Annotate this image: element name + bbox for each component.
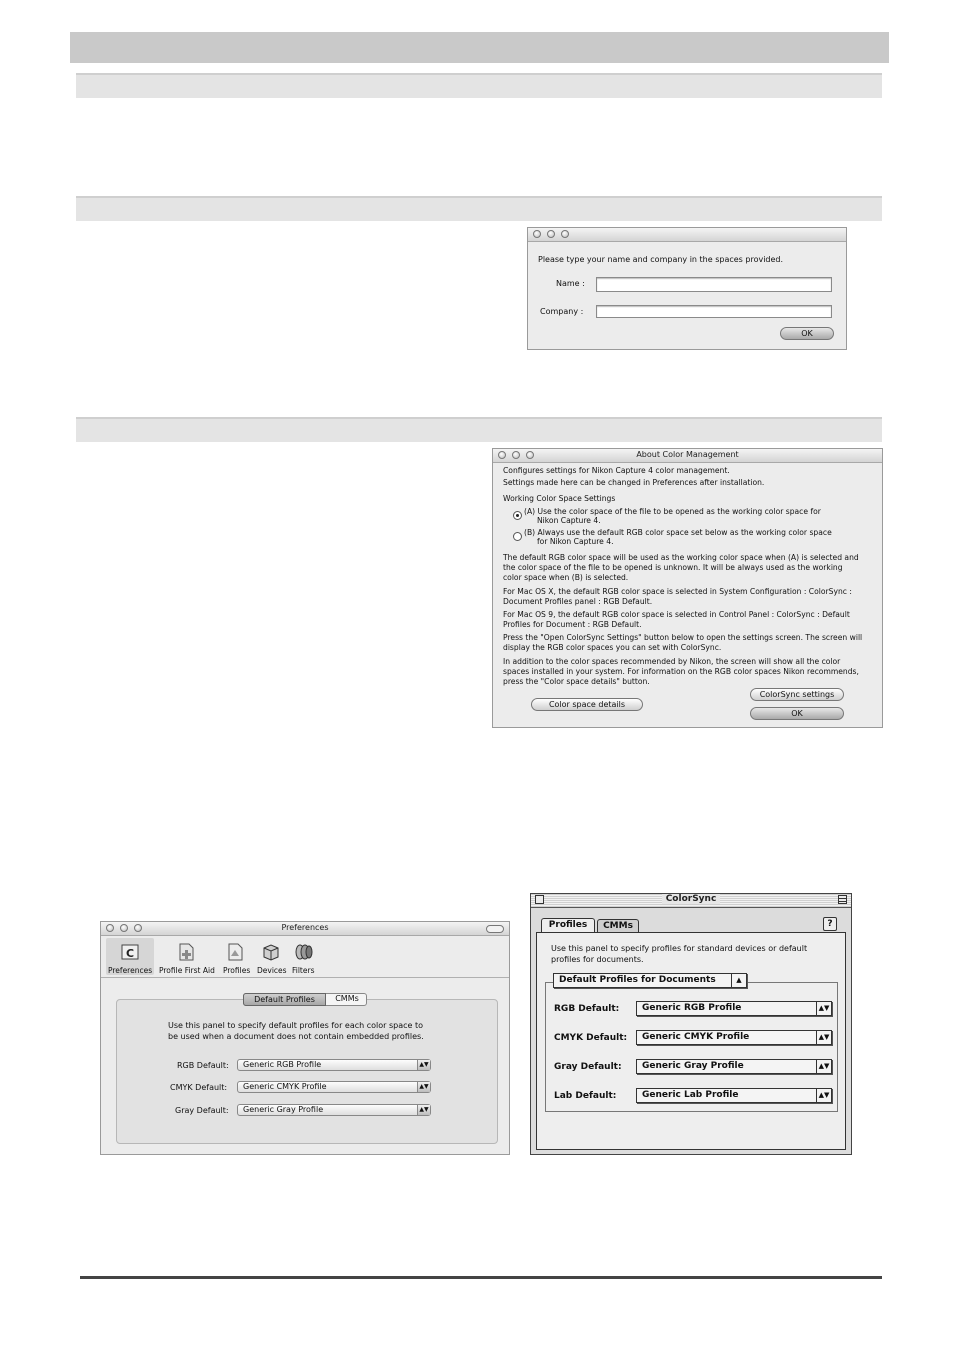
page-header-bar: [70, 32, 889, 63]
chevron-updown-icon: ▲▼: [816, 1002, 831, 1015]
toolbar-label-profiles: Profiles: [223, 966, 251, 975]
para-2-line-1: For Mac OS X, the default RGB color space is selected in System Configuration : ColorSync :: [503, 587, 852, 596]
toolbar-label-devices: Devices: [257, 966, 287, 975]
rgb-default-popup[interactable]: [636, 1001, 832, 1016]
section-bar-2: [76, 196, 882, 221]
cmyk-default-value: Generic CMYK Profile: [243, 1082, 327, 1091]
para-2-line-2: Document Profiles panel : RGB Default.: [503, 597, 653, 606]
cmyk-default-popup[interactable]: [237, 1081, 431, 1093]
para-1-line-3: color space when (B) is selected.: [503, 573, 629, 582]
rgb-default-popup[interactable]: [237, 1059, 431, 1071]
rgb-default-value: Generic RGB Profile: [243, 1060, 322, 1069]
toolbar-toggle-icon[interactable]: [486, 925, 504, 933]
para-5-line-1: In addition to the color spaces recommended by Nikon, the screen will show all the color: [503, 657, 841, 666]
para-1-line-1: The default RGB color space will be used as the working color space when (A) is selected and: [503, 553, 859, 562]
tab-profiles[interactable]: Profiles: [541, 918, 595, 933]
lab-default-popup[interactable]: [636, 1088, 832, 1103]
para-5-line-3: press the "Color space details" button.: [503, 677, 650, 686]
window-title: About Color Management: [636, 450, 739, 459]
radio-option-a[interactable]: [513, 511, 522, 520]
color-space-details-button[interactable]: Color space details: [531, 698, 643, 711]
title-bar[interactable]: [528, 228, 846, 242]
rgb-default-label: RGB Default:: [177, 1061, 229, 1070]
para-1-line-2: the color space of the file to be opened is unknown. It will be always used as the working: [503, 563, 843, 572]
cmyk-default-popup[interactable]: [636, 1030, 832, 1045]
section-bar-3: [76, 417, 882, 442]
radio-option-b[interactable]: [513, 532, 522, 541]
chevron-updown-icon: ▲▼: [816, 1060, 831, 1073]
window-title: ColorSync: [531, 894, 851, 904]
description-line-1: Use this panel to specify profiles for standard devices or default: [551, 944, 808, 953]
cmyk-default-value: Generic CMYK Profile: [642, 1032, 750, 1042]
zoom-icon[interactable]: [561, 230, 569, 238]
gray-default-label: Gray Default:: [175, 1106, 229, 1115]
minimize-icon[interactable]: [547, 230, 555, 238]
chevron-updown-icon: ▲: [731, 974, 746, 987]
close-icon[interactable]: [533, 230, 541, 238]
para-4-line-1: Press the "Open ColorSync Settings" button below to open the settings screen. The screen will: [503, 633, 863, 642]
chevron-updown-icon: ▲▼: [417, 1082, 430, 1092]
help-icon[interactable]: ?: [823, 917, 837, 931]
profiles-category-popup[interactable]: [553, 973, 747, 988]
description-line-2: be used when a document does not contain embedded profiles.: [168, 1032, 424, 1041]
title-bar[interactable]: [531, 894, 851, 908]
color-management-window: [492, 448, 883, 728]
dialog-prompt: Please type your name and company in the spaces provided.: [538, 255, 784, 264]
name-field[interactable]: [596, 277, 832, 292]
toolbar-label-filters: Filters: [292, 966, 315, 975]
filters-icon[interactable]: [294, 942, 314, 962]
chevron-updown-icon: ▲▼: [816, 1089, 831, 1102]
profile-first-aid-icon[interactable]: [176, 942, 196, 962]
intro-line-2: Settings made here can be changed in Preferences after installation.: [503, 478, 765, 487]
devices-icon[interactable]: [261, 942, 281, 962]
profiles-category-value: Default Profiles for Documents: [559, 975, 716, 985]
title-bar[interactable]: [101, 922, 509, 936]
toolbar-label-preferences: Preferences: [108, 966, 153, 975]
option-a-line-1: (A) Use the color space of the file to be opened as the working color space for: [524, 507, 821, 516]
preferences-window: [100, 921, 510, 1155]
description-line-2: profiles for documents.: [551, 955, 644, 964]
name-label: Name :: [556, 279, 585, 288]
rgb-default-label: RGB Default:: [554, 1004, 620, 1014]
company-field[interactable]: [596, 305, 832, 318]
option-b-line-2: for Nikon Capture 4.: [537, 537, 614, 546]
chevron-updown-icon: ▲▼: [417, 1105, 430, 1115]
gray-default-popup[interactable]: [636, 1059, 832, 1074]
para-4-line-2: display the RGB color spaces you can set with ColorSync.: [503, 643, 722, 652]
gray-default-popup[interactable]: [237, 1104, 431, 1116]
toolbar-divider: [101, 977, 509, 978]
profiles-icon[interactable]: [225, 942, 245, 962]
para-3-line-2: Profiles for Document : RGB Default.: [503, 620, 642, 629]
colorsync-window: [530, 893, 852, 1155]
chevron-updown-icon: ▲▼: [417, 1060, 430, 1070]
preferences-icon: [120, 942, 140, 962]
section-label: Working Color Space Settings: [503, 494, 616, 503]
ok-button[interactable]: OK: [750, 707, 844, 720]
window-title: Preferences: [281, 923, 329, 932]
intro-line-1: Configures settings for Nikon Capture 4 color management.: [503, 466, 730, 475]
lab-default-value: Generic Lab Profile: [642, 1090, 739, 1100]
lab-default-label: Lab Default:: [554, 1091, 617, 1101]
gray-default-value: Generic Gray Profile: [243, 1105, 324, 1114]
footer-rule: [80, 1276, 882, 1279]
toolbar-label-profile-first-aid: Profile First Aid: [159, 966, 215, 975]
cmyk-default-label: CMYK Default:: [554, 1033, 628, 1043]
rgb-default-value: Generic RGB Profile: [642, 1003, 742, 1013]
tab-cmms[interactable]: CMMs: [335, 994, 359, 1003]
ok-button[interactable]: OK: [780, 327, 834, 340]
option-b-line-1: (B) Always use the default RGB color space set below as the working color space: [524, 528, 832, 537]
chevron-updown-icon: ▲▼: [816, 1031, 831, 1044]
cmyk-default-label: CMYK Default:: [170, 1083, 228, 1092]
name-company-dialog: [527, 227, 847, 350]
description-line-1: Use this panel to specify default profiles for each color space to: [168, 1021, 424, 1030]
tab-default-profiles[interactable]: Default Profiles: [243, 993, 326, 1006]
gray-default-label: Gray Default:: [554, 1062, 622, 1072]
para-5-line-2: spaces installed in your system. For information on the RGB color spaces Nikon recommends,: [503, 667, 859, 676]
svg-text:C: C: [125, 947, 135, 960]
title-bar[interactable]: [493, 449, 882, 463]
para-3-line-1: For Mac OS 9, the default RGB color space is selected in Control Panel : ColorSync : Default: [503, 610, 850, 619]
option-a-line-2: Nikon Capture 4.: [537, 516, 601, 525]
collapse-box-icon[interactable]: [838, 895, 847, 904]
colorsync-settings-button[interactable]: ColorSync settings: [750, 688, 844, 701]
section-bar-1: [76, 73, 882, 98]
tab-cmms[interactable]: CMMs: [597, 919, 639, 933]
company-label: Company :: [540, 307, 584, 316]
gray-default-value: Generic Gray Profile: [642, 1061, 744, 1071]
